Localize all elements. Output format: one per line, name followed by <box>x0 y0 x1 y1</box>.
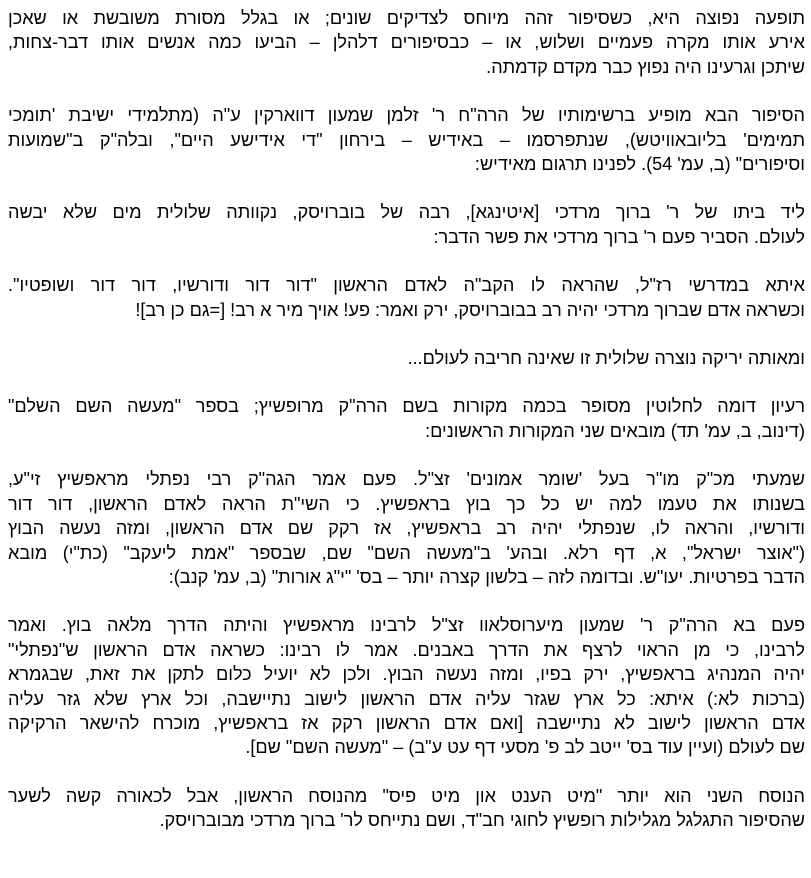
text-line: שהסיפור התגלגל מגלילות רופשיץ לחוגי חב"ד, ושם נתייחס לר' ברוך מרדכי מבוברויסק. <box>159 810 805 831</box>
text-line: ליד ביתו של ר' ברוך מרדכי [איטינגא], רבה של בוברויסק, נקוותה שלולית מים שלא יבשה <box>8 202 805 223</box>
paragraph <box>8 613 805 759</box>
paragraph <box>8 346 805 370</box>
text-line: שם לעולם (ועיין עוד בס' ייטב לב פ' מסעי דף עט ע"ב) – "מעשה השם" שם]. <box>245 737 805 758</box>
text-line: רעיון דומה לחלוטין מסופר בכמה מקורות בשם הרה"ק מרופשיץ; בספר "מעשה השם השלם" <box>8 396 805 417</box>
paragraph <box>8 6 805 79</box>
text-line: תמימים' בליובאוויטש), שנתפרסמו – באידיש – בירחון "די אידישע היים", ובלה"ק ב"שמועות <box>8 129 805 150</box>
text-line: שמעתי מכ"ק מו"ר בעל 'שומר אמונים' זצ"ל. פעם אמר הגה"ק רבי נפתלי מראפשיץ זי"ע, <box>8 469 805 490</box>
text-line: ("אוצר ישראל", א, דף רלא. ובהע' ב"מעשה השם" שם, שבספר "אמת ליעקב" (כת"י) מובא <box>8 542 805 563</box>
paragraph <box>8 394 805 443</box>
text-line: ומאותה יריקה נוצרה שלולית זו שאינה חריבה לעולם... <box>407 348 805 369</box>
text-line: (דינוב, ב, עמ' תד) מובאים שני המקורות הראשונים: <box>425 420 805 441</box>
text-line: וסיפורים" (ב, עמ' 54). לפנינו תרגום מאידיש: <box>474 154 805 175</box>
paragraph <box>8 273 805 322</box>
text-line: שיתכן וגרעינו היה נפוץ כבר מקדם קדמתה. <box>486 56 805 77</box>
text-line: אירע אותו מקרה פעמיים ושלוש, או – כבסיפורים דלהלן – הביעו כמה אנשים אותו דבר-צחות, <box>8 32 805 53</box>
text-line: (ברכות לא:) איתא: כל ארץ שגזר עליה אדם הראשון לישוב נתיישבה, וכל ארץ שלא גזר עליה <box>8 688 805 709</box>
text-line: אדם הראשון לישוב לא נתיישבה [ואם אדם הראשון רקק אז בראפשיץ, מוכרח להישאר הרקיקה <box>8 712 805 733</box>
text-line: לרבינו, כי מן הראוי לרצף את הדרך באבנים. אמר לו רבינו: כשראה אדם הראשון ש"נפתלי" <box>8 639 805 660</box>
text-line: איתא במדרשי רז"ל, שהראה לו הקב"ה לאדם הראשון "דור דור ודורשיו, דור דור ושופטיו". <box>8 275 805 296</box>
text-line: פעם בא הרה"ק ר' שמעון מיערוסלאוו זצ"ל לרבינו מראפשיץ והיתה הדרך מלאה בוץ. ואמר <box>8 615 805 636</box>
paragraph <box>8 784 805 833</box>
text-line: לעולם. הסביר פעם ר' ברוך מרדכי את פשר הדבר: <box>433 226 805 247</box>
text-line: הסיפור הבא מופיע ברשימותיו של הרה"ח ר' זלמן שמעון דווארקין ע"ה (מתלמידי ישיבת 'תומכי <box>8 105 805 126</box>
text-line: הדבר בפרטיות. יעו"ש. ובדומה לזה – בלשון קצרה יותר – בס' "י"ג אורות" (ב, עמ' קנב): <box>168 566 805 587</box>
text-line: יהיה המנהיג בראפשיץ, ירק בפיו, ומזה נעשה הבוץ. ולכן לא יועיל כלום לתקן את זאת, שבגמרא <box>8 664 805 685</box>
text-line: וכשראה אדם שברוך מרדכי יהיה רב בבוברויסק, ירק ואמר: פע! אויך מיר א רב! [=גם כן רב]! <box>135 299 805 320</box>
paragraph <box>8 467 805 589</box>
text-line: ודורשיו, והראה לו, שנפתלי יהיה רב בראפשיץ, אז רקק שם אדם הראשון, ומזה נעשה הבוץ <box>8 518 805 539</box>
text-line: בשנותו את טעמו למה יש כל כך בוץ בראפשיץ. כי השי"ת הראה לאדם הראשון, דור דור <box>8 493 805 514</box>
text-line: תופעה נפוצה היא, כשסיפור זהה מיוחס לצדיקים שונים; או בגלל מסורת משובשת או שאכן <box>8 8 805 28</box>
paragraph <box>8 200 805 249</box>
text-line: הנוסח השני הוא יותר "מיט הענט און מיט פיס" מהנוסח הראשון, אבל לכאורה קשה לשער <box>8 785 805 806</box>
paragraph <box>8 103 805 176</box>
